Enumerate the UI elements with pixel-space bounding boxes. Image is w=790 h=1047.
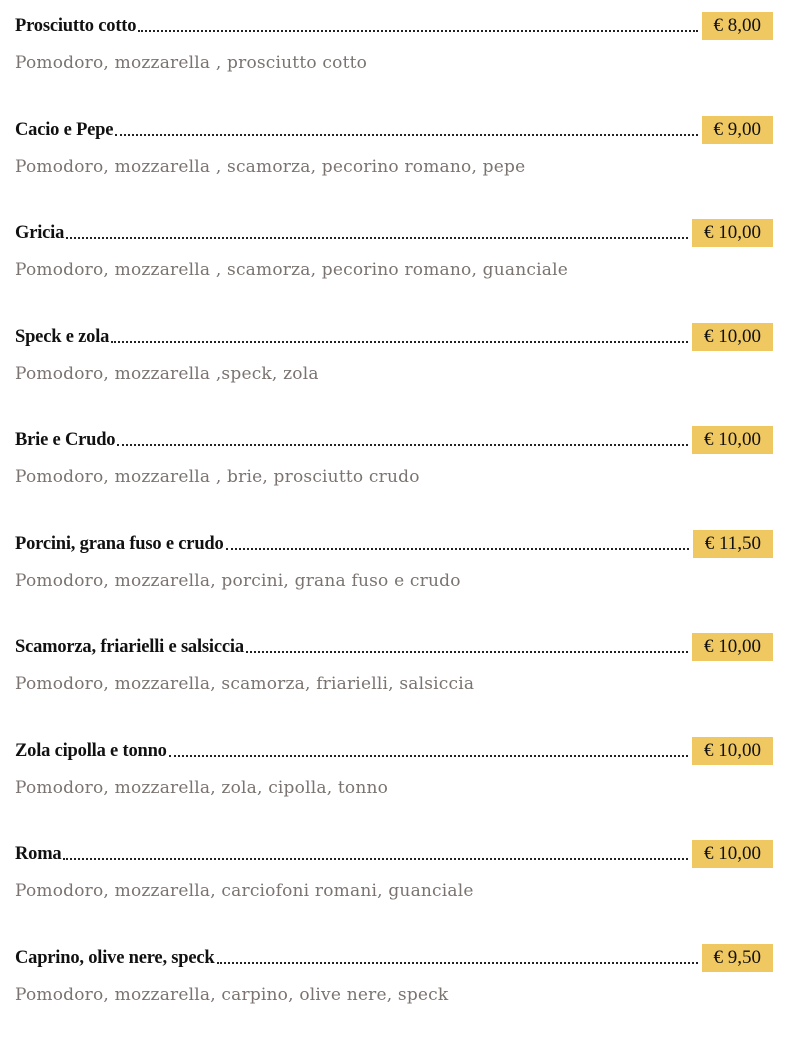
item-name: Scamorza, friarielli e salsiccia [15, 637, 244, 661]
item-price: € 10,00 [692, 633, 773, 661]
menu-item [15, 840, 773, 944]
item-description: Pomodoro, mozzarella, carciofoni romani, guanciale [15, 881, 773, 901]
dot-leader [117, 443, 688, 446]
dot-leader [169, 754, 688, 757]
item-price: € 11,50 [693, 530, 773, 558]
item-name: Cacio e Pepe [15, 120, 113, 144]
dot-leader [226, 547, 689, 550]
menu-item [15, 426, 773, 530]
item-description: Pomodoro, mozzarella , brie, prosciutto crudo [15, 467, 773, 487]
item-name: Gricia [15, 223, 64, 247]
menu-item [15, 737, 773, 841]
dot-leader [66, 236, 688, 239]
menu-item [15, 219, 773, 323]
dot-leader [111, 340, 688, 343]
item-name: Caprino, olive nere, speck [15, 948, 215, 972]
item-description: Pomodoro, mozzarella, zola, cipolla, tonno [15, 778, 773, 798]
item-description: Pomodoro, mozzarella ,speck, zola [15, 364, 773, 384]
menu-item [15, 12, 773, 116]
item-name: Prosciutto cotto [15, 16, 136, 40]
item-description: Pomodoro, mozzarella , prosciutto cotto [15, 53, 773, 73]
dot-leader [138, 29, 697, 32]
item-price: € 9,50 [702, 944, 774, 972]
item-price: € 10,00 [692, 737, 773, 765]
dot-leader [115, 133, 697, 136]
item-name: Roma [15, 844, 61, 868]
item-description: Pomodoro, mozzarella , scamorza, pecorino romano, guanciale [15, 260, 773, 280]
dot-leader [246, 650, 688, 653]
item-description: Pomodoro, mozzarella, carpino, olive nere, speck [15, 985, 773, 1005]
menu-item [15, 633, 773, 737]
menu-item [15, 116, 773, 220]
item-name: Brie e Crudo [15, 430, 115, 454]
item-price: € 8,00 [702, 12, 774, 40]
menu-item [15, 323, 773, 427]
menu-list [15, 12, 773, 1047]
item-description: Pomodoro, mozzarella , scamorza, pecorino romano, pepe [15, 157, 773, 177]
dot-leader [63, 857, 688, 860]
item-price: € 10,00 [692, 219, 773, 247]
dot-leader [217, 961, 698, 964]
item-description: Pomodoro, mozzarella, porcini, grana fuso e crudo [15, 571, 773, 591]
item-description: Pomodoro, mozzarella, scamorza, friarielli, salsiccia [15, 674, 773, 694]
item-price: € 10,00 [692, 323, 773, 351]
item-name: Porcini, grana fuso e crudo [15, 534, 224, 558]
item-price: € 10,00 [692, 426, 773, 454]
item-name: Speck e zola [15, 327, 109, 351]
item-price: € 10,00 [692, 840, 773, 868]
item-price: € 9,00 [702, 116, 774, 144]
menu-item [15, 944, 773, 1047]
menu-item [15, 530, 773, 634]
item-name: Zola cipolla e tonno [15, 741, 167, 765]
